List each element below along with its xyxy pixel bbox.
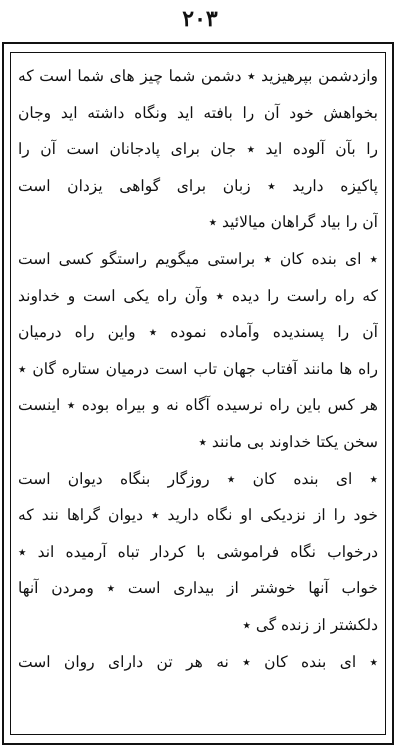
text-line: ٭ ای بنده کان ٭ براستی میگویم راستگو کسی است [18, 249, 378, 268]
text-line: خواب آنها خوشتر از بیداری است ٭ ومردن آنها [18, 579, 378, 598]
text-line: پاکیزه دارید ٭ زبان برای گواهی یزدان است [18, 176, 378, 195]
text-line: دلکشتر از زنده گی ٭ [242, 615, 378, 634]
text-line: خود را از نزدیکی او نگاه دارید ٭ دیوان گراها نند که [18, 506, 378, 525]
text-line: سخن یکتا خداوند بی مانند ٭ [198, 432, 378, 451]
text-body [18, 58, 378, 680]
text-line: درخواب نگاه فراموشی با کردار تباه آرمیده اند ٭ [18, 542, 378, 561]
text-line: وازدشمن بپرهیزید ٭ دشمن شما چیز های شما است که [18, 67, 378, 85]
text-line: ٭ ای بنده کان ٭ نه هر تن دارای روان است [18, 652, 378, 671]
text-line: را بآن آلوده اید ٭ جان برای پادجانان است آن را [18, 140, 378, 159]
text-line: ٭ ای بنده کان ٭ روزگار بنگاه دیوان است [18, 469, 378, 488]
text-line: آن را پسندیده وآماده نموده ٭ واین راه درمیان [18, 323, 378, 342]
text-line: آن را بیاد گراهان میالائید ٭ [208, 213, 378, 232]
text-line: بخواهش خود آن را بافته اید ونگاه داشته اید وجان [18, 103, 378, 122]
text-line: که راه راست را دیده ٭ وآن راه یکی است و خداوند [18, 286, 378, 305]
text-line: هر کس باین راه نرسیده آگاه نه و بیراه بوده ٭ اینست [18, 396, 378, 415]
text-line: راه ها مانند آفتاب جهان تاب است درمیان ستاره گان ٭ [18, 359, 378, 378]
page-number: ۲۰۳ [182, 6, 218, 32]
